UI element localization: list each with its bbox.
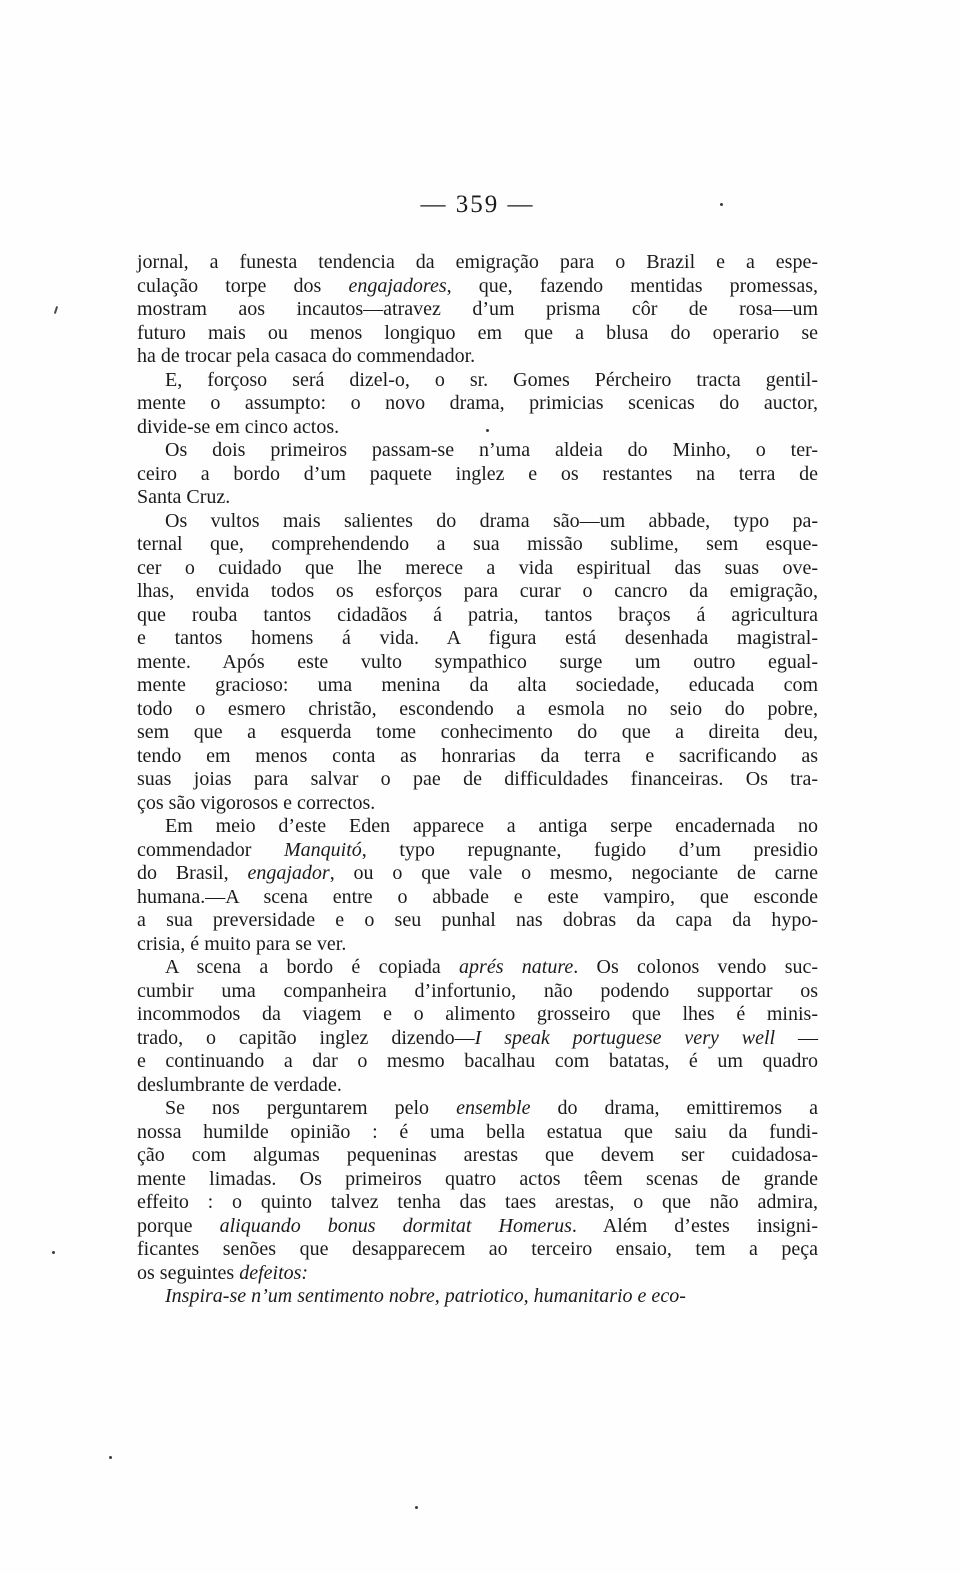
text-run: mente gracioso: uma menina da alta sociedade, educada com: [137, 674, 818, 696]
text-line: [137, 275, 818, 299]
page-number: — 359 —: [420, 191, 535, 218]
scan-speck: [52, 1251, 55, 1254]
text-line: [137, 1050, 818, 1074]
text-line: [137, 1121, 818, 1145]
text-line: [137, 862, 818, 886]
text-line: [137, 322, 818, 346]
text-line: [137, 557, 818, 581]
text-line: [137, 627, 818, 651]
text-line: [137, 1285, 818, 1309]
text-run: ção com algumas pequeninas arestas que devem ser cuidadosa-: [137, 1144, 818, 1166]
text-run: que rouba tantos cidadãos á patria, tantos braços á agricultura: [137, 603, 818, 626]
text-line: [137, 933, 818, 957]
text-line: [137, 510, 818, 534]
text-line: [137, 745, 818, 769]
text-run: crisia, é muito para se ver.: [137, 932, 347, 955]
text-run: futuro mais ou menos longiquo em que a blusa do operario se: [137, 321, 818, 344]
scan-speck: [415, 1506, 418, 1509]
text-line: [137, 674, 818, 698]
text-line: [137, 839, 818, 863]
text-run: do drama, emittiremos a: [530, 1097, 819, 1119]
italic-run: ensemble: [456, 1097, 531, 1119]
text-run: mente o assumpto: o novo drama, primicias scenicas do auctor,: [137, 392, 818, 414]
italic-run: aliquando bonus dormitat Homerus: [219, 1214, 572, 1237]
text-run: nossa humilde opinião : é uma bella estatua que saiu da fundi-: [137, 1120, 818, 1143]
text-line: [137, 1097, 818, 1121]
text-run: ha de trocar pela casaca do commendador.: [137, 345, 476, 367]
paragraph: [137, 439, 818, 510]
text-line: [137, 298, 818, 322]
paragraph: [137, 1097, 818, 1285]
italic-run: Manquitó: [284, 838, 362, 861]
text-run: jornal, a funesta tendencia da emigração para o Brazil e a espe-: [137, 251, 818, 273]
text-line: [137, 815, 818, 839]
paragraph: [137, 815, 818, 956]
text-run: A scena a bordo é copiada: [165, 956, 460, 978]
text-line: [137, 604, 818, 628]
scan-speck: [54, 306, 58, 314]
text-run: e continuando a dar o mesmo bacalhau com batatas, é um quadro: [137, 1050, 818, 1072]
text-run: Os dois primeiros passam-se n’uma aldeia do Minho, o ter-: [165, 439, 818, 461]
text-run: divide-se em cinco actos.: [137, 415, 340, 438]
text-run: Os vultos mais salientes do drama são—um abbade, typo pa-: [165, 509, 818, 532]
text-line: [137, 1074, 818, 1098]
text-line: [137, 1003, 818, 1027]
text-line: [137, 463, 818, 487]
text-run: commendador: [137, 838, 284, 861]
text-run: deslumbrante de verdade.: [137, 1073, 342, 1096]
text-line: [137, 486, 818, 510]
scan-speck: [486, 429, 489, 432]
text-line: [137, 439, 818, 463]
text-run: Santa Cruz.: [137, 486, 231, 508]
text-line: [137, 1027, 818, 1051]
text-run: , ou o que vale o mesmo, negociante de carne: [329, 862, 819, 884]
text-run: effeito : o quinto talvez tenha das taes arestas, o que não admira,: [137, 1191, 818, 1213]
text-run: do Brasil,: [137, 862, 248, 884]
text-line: [137, 369, 818, 393]
text-line: [137, 956, 818, 980]
text-line: [137, 886, 818, 910]
text-run: e tantos homens á vida. A figura está desenhada magistral-: [137, 627, 818, 649]
text-run: . Os colonos vendo suc-: [573, 956, 819, 978]
text-run: culação torpe dos: [137, 274, 349, 297]
text-line: [137, 533, 818, 557]
text-run: ceiro a bordo d’um paquete inglez e os restantes na terra de: [137, 462, 818, 485]
text-line: [137, 580, 818, 604]
paragraph: [137, 369, 818, 440]
text-run: todo o esmero christão, escondendo a esmola no seio do pobre,: [137, 697, 818, 720]
text-line: [137, 721, 818, 745]
text-run: sem que a esquerda tome conhecimento do que a direita deu,: [137, 721, 818, 743]
text-run: —: [775, 1026, 818, 1049]
text-run: humana.—A scena entre o abbade e este vampiro, que esconde: [137, 885, 818, 908]
paragraph: [137, 251, 818, 369]
text-run: tendo em menos conta as honrarias da terra e sacrificando as: [137, 744, 818, 767]
text-line: [137, 980, 818, 1004]
text-run: ficantes senões que desapparecem ao terceiro ensaio, tem a peça: [137, 1238, 818, 1260]
italic-run: defeitos:: [239, 1261, 309, 1284]
text-run: a sua preversidade e o seu punhal nas dobras da capa da hypo-: [137, 909, 818, 931]
text-run: mente limadas. Os primeiros quatro actos têem scenas de grande: [137, 1167, 818, 1190]
text-line: [137, 792, 818, 816]
text-run: suas joias para salvar o pae de difficuldades financeiras. Os tra-: [137, 768, 818, 790]
paragraph: [137, 1285, 818, 1309]
text-line: [137, 1168, 818, 1192]
text-run: mostram aos incautos—atravez d’um prisma côr de rosa—um: [137, 298, 818, 320]
italic-run: engajadores: [348, 274, 447, 297]
text-run: ços são vigorosos e correctos.: [137, 791, 376, 814]
text-line: [137, 651, 818, 675]
text-run: , typo repugnante, fugido d’um presidio: [361, 838, 818, 861]
scan-speck: [720, 203, 723, 206]
italic-run: Inspira-se n’um sentimento nobre, patriotico, humanitario e eco-: [165, 1285, 686, 1307]
paragraph: [137, 956, 818, 1097]
scan-speck: [109, 1456, 112, 1459]
text-run: . Além d’estes insigni-: [571, 1214, 819, 1237]
text-line: [137, 392, 818, 416]
text-line: [137, 1144, 818, 1168]
text-line: [137, 1191, 818, 1215]
text-run: , que, fazendo mentidas promessas,: [446, 274, 818, 297]
italic-run: aprés nature: [459, 956, 574, 978]
italic-run: I speak portuguese very well: [474, 1026, 776, 1049]
text-line: [137, 345, 818, 369]
text-run: lhas, envida todos os esforços para curar o cancro da emigração,: [137, 580, 818, 602]
text-line: [137, 909, 818, 933]
text-line: [137, 1215, 818, 1239]
text-run: incommodos da viagem e o alimento grosseiro que lhes é minis-: [137, 1003, 818, 1025]
italic-run: engajador: [247, 862, 330, 884]
paragraph: [137, 510, 818, 816]
text-run: os seguintes: [137, 1261, 240, 1284]
text-run: cer o cuidado que lhe merece a vida espiritual das suas ove-: [137, 556, 818, 579]
text-run: E, forçoso será dizel-o, o sr. Gomes Pércheiro tracta gentil-: [165, 368, 818, 391]
text-run: trado, o capitão inglez dizendo—: [137, 1026, 475, 1049]
text-run: Se nos perguntarem pelo: [165, 1097, 457, 1119]
text-run: cumbir uma companheira d’infortunio, não podendo supportar os: [137, 979, 818, 1002]
text-line: [137, 1262, 818, 1286]
text-line: [137, 768, 818, 792]
text-line: [137, 416, 818, 440]
text-run: mente. Após este vulto sympathico surge um outro egual-: [137, 650, 818, 673]
text-run: ternal que, comprehendendo a sua missão sublime, sem esque-: [137, 533, 818, 555]
text-line: [137, 251, 818, 275]
text-line: [137, 1238, 818, 1262]
text-run: Em meio d’este Eden apparece a antiga serpe encadernada no: [165, 815, 818, 837]
text-block: [137, 251, 818, 1309]
text-line: [137, 698, 818, 722]
text-run: porque: [137, 1214, 220, 1237]
